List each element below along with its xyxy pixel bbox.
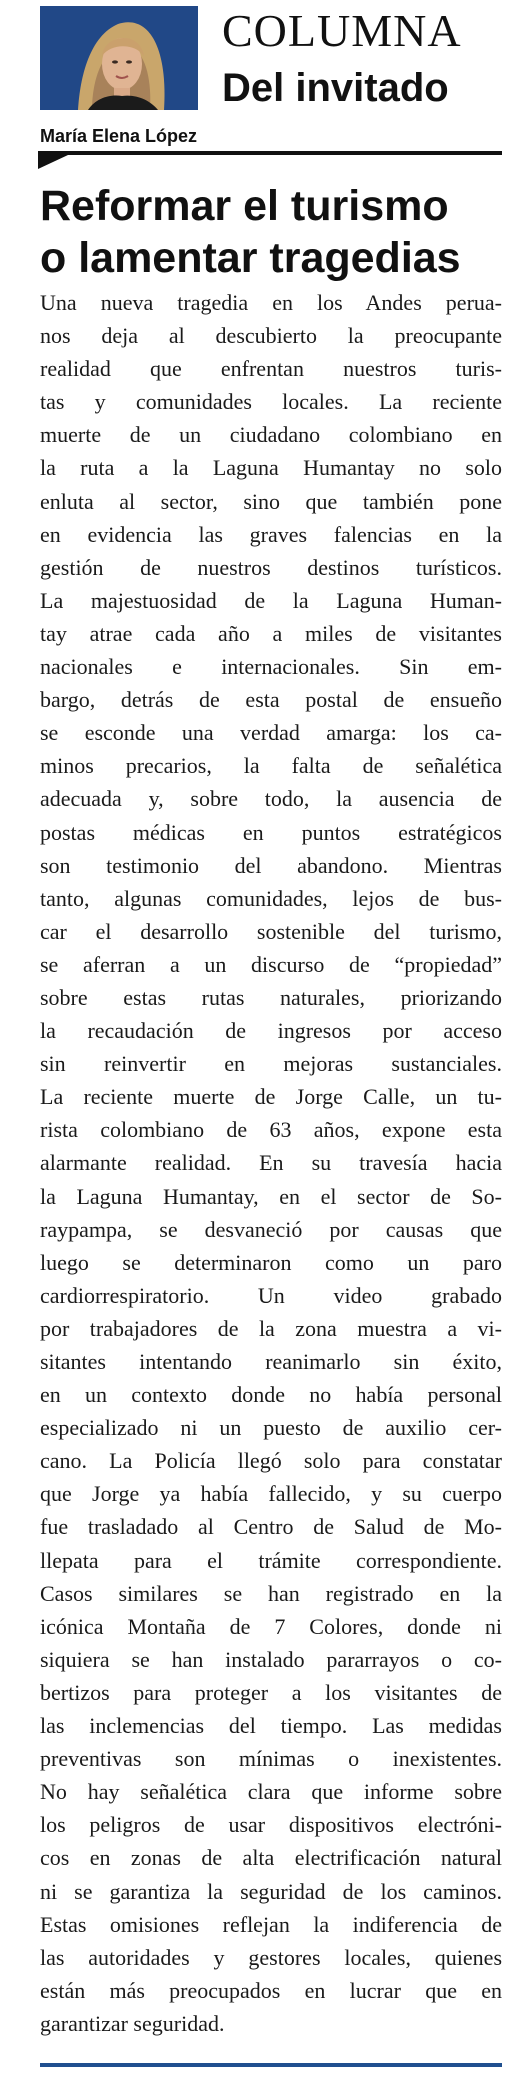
body-line: enluta al sector, sino que también pone bbox=[40, 488, 502, 514]
body-line: minos precarios, la falta de señalética bbox=[40, 753, 502, 779]
body-line: sobre estas rutas naturales, priorizando bbox=[40, 984, 502, 1010]
body-line: nos deja al descubierto la preocupante bbox=[40, 323, 502, 349]
body-line: La reciente muerte de Jorge Calle, un tu- bbox=[40, 1084, 502, 1110]
body-line: garantizar seguridad. bbox=[40, 2010, 225, 2036]
body-line: siquiera se han instalado pararrayos o co- bbox=[40, 1646, 502, 1672]
body-line: llepata para el trámite correspondiente. bbox=[40, 1547, 502, 1573]
body-line: cos en zonas de alta electrificación natural bbox=[40, 1845, 502, 1871]
body-line: Casos similares se han registrado en la bbox=[40, 1580, 502, 1606]
column-subtitle: Del invitado bbox=[222, 66, 449, 110]
body-line: son testimonio del abandono. Mientras bbox=[40, 852, 502, 878]
body-line: las autoridades y gestores locales, quienes bbox=[40, 1944, 502, 1970]
body-line: car el desarrollo sostenible del turismo, bbox=[40, 918, 502, 944]
headline-line: o lamentar tragedias bbox=[40, 234, 461, 282]
author-portrait bbox=[40, 6, 198, 110]
body-line: muerte de un ciudadano colombiano en bbox=[40, 422, 502, 448]
headline-line: Reformar el turismo bbox=[40, 182, 449, 230]
bottom-rule bbox=[40, 2063, 502, 2067]
body-line: en un contexto donde no había personal bbox=[40, 1382, 502, 1408]
body-line: gestión de nuestros destinos turísticos. bbox=[40, 554, 502, 580]
body-line: los peligros de usar dispositivos electróni- bbox=[40, 1812, 502, 1838]
body-line: se aferran a un discurso de “propiedad” bbox=[40, 951, 502, 977]
body-line: realidad que enfrentan nuestros turis- bbox=[40, 356, 502, 382]
body-line: la recaudación de ingresos por acceso bbox=[40, 1018, 502, 1044]
body-line: La majestuosidad de la Laguna Human- bbox=[40, 587, 502, 613]
body-line: alarmante realidad. En su travesía hacia bbox=[40, 1150, 502, 1176]
body-line: se esconde una verdad amarga: los ca- bbox=[40, 720, 502, 746]
body-line: adecuada y, sobre todo, la ausencia de bbox=[40, 786, 502, 812]
body-line: rista colombiano de 63 años, expone esta bbox=[40, 1117, 502, 1143]
body-line: icónica Montaña de 7 Colores, donde ni bbox=[40, 1613, 502, 1639]
body-line: cano. La Policía llegó solo para constatar bbox=[40, 1448, 502, 1474]
body-line: por trabajadores de la zona muestra a vi- bbox=[40, 1315, 502, 1341]
article-body bbox=[40, 286, 502, 2040]
body-line: preventivas son mínimas o inexistentes. bbox=[40, 1746, 502, 1772]
body-line: la ruta a la Laguna Humantay no solo bbox=[40, 455, 502, 481]
body-line: sin reinvertir en mejoras sustanciales. bbox=[40, 1051, 502, 1077]
body-line: que Jorge ya había fallecido, y su cuerpo bbox=[40, 1481, 502, 1507]
body-line: sitantes intentando reanimarlo sin éxito, bbox=[40, 1349, 502, 1374]
body-line: tas y comunidades locales. La reciente bbox=[40, 389, 502, 415]
body-line: la Laguna Humantay, en el sector de So- bbox=[40, 1183, 502, 1209]
body-line: No hay señalética clara que informe sobre bbox=[40, 1779, 502, 1805]
body-line: ni se garantiza la seguridad de los caminos. bbox=[40, 1878, 502, 1904]
body-line: Estas omisiones reflejan la indiferencia de bbox=[40, 1911, 502, 1937]
body-line: cardiorrespiratorio. Un video grabado bbox=[40, 1282, 502, 1308]
article-headline bbox=[40, 180, 510, 284]
body-line: las inclemencias del tiempo. Las medidas bbox=[40, 1713, 502, 1739]
body-line: tay atrae cada año a miles de visitantes bbox=[40, 620, 502, 646]
body-line: bargo, detrás de esta postal de ensueño bbox=[40, 687, 502, 713]
column-header bbox=[40, 6, 500, 116]
author-photo bbox=[40, 6, 198, 110]
body-line: Una nueva tragedia en los Andes perua- bbox=[40, 290, 502, 315]
header-rule-notch bbox=[38, 155, 68, 169]
body-line: luego se determinaron como un paro bbox=[40, 1249, 502, 1275]
body-line: raypampa, se desvaneció por causas que bbox=[40, 1216, 502, 1242]
body-line: fue trasladado al Centro de Salud de Mo- bbox=[40, 1514, 502, 1540]
body-line: están más preocupados en lucrar que en bbox=[40, 1977, 502, 2003]
body-line: nacionales e internacionales. Sin em- bbox=[40, 654, 502, 680]
body-line: bertizos para proteger a los visitantes de bbox=[40, 1679, 502, 1705]
author-byline: María Elena López bbox=[40, 126, 198, 146]
column-title: COLUMNA bbox=[222, 5, 462, 56]
body-line: tanto, algunas comunidades, lejos de bus- bbox=[40, 885, 502, 911]
header-rule bbox=[38, 151, 502, 155]
body-line: especializado ni un puesto de auxilio cer- bbox=[40, 1415, 502, 1441]
body-line: en evidencia las graves falencias en la bbox=[40, 521, 502, 547]
body-line: postas médicas en puntos estratégicos bbox=[40, 819, 502, 845]
